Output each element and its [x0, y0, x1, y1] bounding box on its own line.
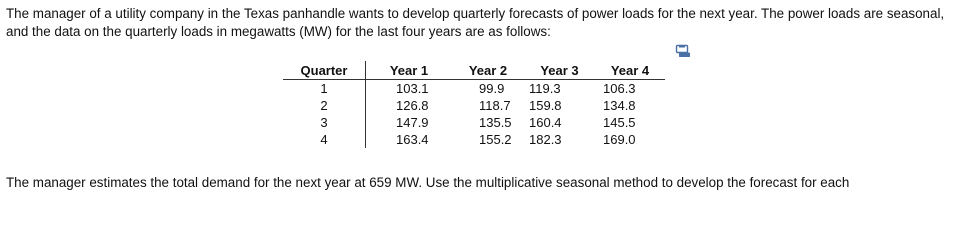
column-header-year-4: Year 4	[595, 61, 665, 80]
problem-intro-text: The manager of a utility company in the Texas panhandle wants to develop quarterly forecasts of power loads for the next year. The power loads are seasonal, and the data on the quarterly loads in megawatts (MW) for the last four years are as follows:	[6, 6, 945, 39]
table-cell: 147.9	[396, 115, 429, 130]
table-cell: 163.4	[396, 132, 429, 147]
table-cell: 119.3	[529, 81, 561, 96]
table-cell: 99.9	[479, 81, 505, 96]
table-row	[283, 131, 665, 148]
table-cell: 169.0	[603, 132, 636, 147]
table-cell: 160.4	[529, 115, 562, 130]
table-row	[283, 114, 665, 131]
copy-to-clipboard-icon[interactable]	[675, 44, 691, 58]
column-header-year-1: Year 1	[366, 61, 453, 80]
table-cell: 106.3	[603, 81, 636, 96]
table-header-row	[283, 61, 665, 80]
quarter-cell: 4	[283, 131, 366, 148]
table-cell: 155.2	[479, 132, 512, 147]
column-header-year-2: Year 2	[452, 61, 524, 80]
column-header-year-3: Year 3	[524, 61, 595, 80]
table-cell: 126.8	[396, 98, 429, 113]
quarterly-loads-table	[283, 61, 665, 148]
table-cell: 118.7	[479, 98, 511, 113]
problem-outro-text: The manager estimates the total demand for the next year at 659 MW. Use the multiplicative seasonal method to develop the forecast for each	[6, 175, 850, 190]
table-cell: 145.5	[603, 115, 636, 130]
table-cell: 103.1	[396, 81, 429, 96]
quarter-cell: 2	[283, 97, 366, 114]
column-header-quarter: Quarter	[283, 61, 366, 80]
quarter-cell: 3	[283, 114, 366, 131]
quarter-cell: 1	[283, 80, 366, 98]
table-row	[283, 97, 665, 114]
table-cell: 182.3	[529, 132, 562, 147]
table-cell: 134.8	[603, 98, 636, 113]
table-row	[283, 80, 665, 98]
table-cell: 135.5	[479, 115, 512, 130]
table-cell: 159.8	[529, 98, 562, 113]
